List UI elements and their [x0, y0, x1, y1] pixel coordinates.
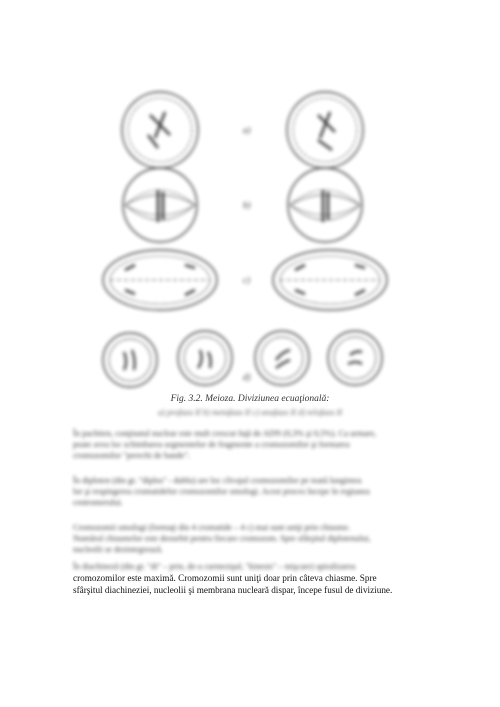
cell-a-left — [122, 92, 198, 168]
cell-b-left — [123, 168, 197, 242]
paragraph-diploten: În diploten (din gr. "diplos" - dublu) are loc clivajul cromozomilor pe toată lungimea lor şi respingerea cromatidelor cromozomilor omologi. Acest proces începe în regiunea centromerului. — [73, 475, 370, 507]
paragraph-pachiten: În pachiten, conţinutul nuclear este mult crescut faţă de ADN (0,3% şi 0,5%). Ca urmare, poate avea loc schimbarea segmentelor de fragmente a cromozomilor şi formarea cromozomilor "perechi de bande". — [73, 428, 377, 460]
cell-a-right — [287, 92, 363, 168]
cell-d-3 — [255, 331, 309, 385]
cell-b-right — [288, 168, 362, 242]
paragraph-chiasme: Cromozomii omologi (formaţi din 4 cromatide – 4 c) mai sunt uniţi prin chiasme. Numărul chiasmelor este deosebit pentru fiecare cromozom. Spre sfârşitul diplotenului, nucleolii se dezintegrează. — [73, 522, 371, 554]
cell-d-1 — [103, 333, 157, 387]
text-line: sfârşitul diachineziei, nucleolii şi membrana nucleară dispar, începe fusul de diviziune. — [73, 584, 393, 595]
label-d: d) — [243, 372, 251, 382]
paragraph-diachineza-start: În diachineză (din gr. "di" – prin, de-a curmezişul, "kinesis" – mişcare) spiralizarea — [73, 561, 356, 571]
figure-caption-legend: a) profaza II b) metafaza II c) anafaza II d) telofaza II — [157, 407, 343, 417]
cell-c-right — [273, 250, 387, 310]
figure-caption-title: Fig. 3.2. Meioza. Diviziunea ecuaţională: — [170, 394, 330, 404]
cell-d-2 — [178, 331, 232, 385]
text-line: cromozomilor este maximă. Cromozomii sunt uniţi doar prin câteva chiasme. Spre — [73, 573, 377, 583]
label-a: a) — [243, 125, 251, 135]
cell-d-4 — [328, 331, 382, 385]
paragraph-diachineza-visible — [73, 573, 443, 596]
label-b: b) — [243, 200, 251, 210]
label-c: c) — [243, 275, 250, 285]
cell-c-left — [103, 250, 217, 310]
